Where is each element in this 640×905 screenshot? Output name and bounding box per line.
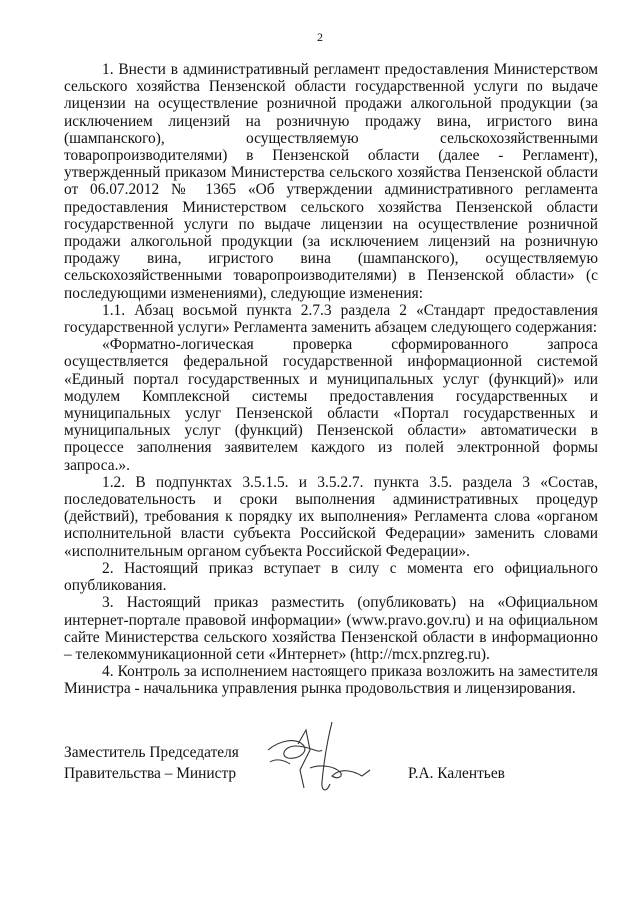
- paragraph-1-2: 1.2. В подпунктах 3.5.1.5. и 3.5.2.7. пункта 3.5. раздела 3 «Состав, последовательность и сроки выполнения административных процедур (действий), требования к порядку их выполнения» Регламента слова «органом исполнительной власти субъекта Российской Федерации» заменить словами «исполнительным органом субъекта Российской Федерации».: [64, 473, 598, 560]
- paragraph-quote: «Форматно-логическая проверка сформированного запроса осуществляется федеральной государственной информационной системой «Единый портал государственных и муниципальных услуг (функций)» или модулем Комплексной системы предоставления государственных и муниципальных услуг Пензенской области «Портал государственных и муниципальных услуг (функций) Пензенской области» автоматически в процессе заполнения заявителем каждого из полей электронной формы запроса.».: [64, 336, 598, 474]
- signatory-title-line-1: Заместитель Председателя: [64, 744, 239, 761]
- paragraph-2: 2. Настоящий приказ вступает в силу с момента его официального опубликования.: [64, 559, 598, 595]
- document-body: [64, 61, 598, 698]
- signatory-title: [64, 742, 598, 784]
- paragraph-4: 4. Контроль за исполнением настоящего приказа возложить на заместителя Министра - начальника управления рынка продовольствия и лицензирования.: [64, 663, 598, 698]
- signatory-name: Р.А. Калентьев: [408, 765, 505, 782]
- signature-block: [64, 742, 598, 784]
- paragraph-1: 1. Внести в административный регламент предоставления Министерством сельского хозяйства Пензенской области государственной услуги по выдаче лицензии на осуществление розничной продажи алкогольной продукции (за исключением лицензий на розничную продажу вина, игристого вина (шампанского), осуществляемую сельскохозяйственными товаропроизводителями) в Пензенской области (далее - Регламент), утвержденный приказом Министерства сельского хозяйства Пензенской области от 06.07.2012 № 1365 «Об утверждении административного регламента предоставления Министерством сельского хозяйства Пензенской области государственной услуги по выдаче лицензии на осуществление розничной продажи алкогольной продукции (за исключением лицензий на розничную продажу вина, игристого вина (шампанского), осуществляемую сельскохозяйственными товаропроизводителями) в Пензенской области» (с последующими изменениями), следующие изменения:: [64, 61, 598, 302]
- page-number: 2: [317, 30, 323, 44]
- signatory-title-line-2: Правительства – Министр: [64, 765, 237, 782]
- paragraph-3: 3. Настоящий приказ разместить (опубликовать) на «Официальном интернет-портале правовой информации» (www.pravo.gov.ru) и на официальном сайте Министерства сельского хозяйства Пензенской области в информационно – телекоммуникационной сети «Интернет» (http://mcx.pnzreg.ru).: [64, 594, 598, 663]
- paragraph-1-1: 1.1. Абзац восьмой пункта 2.7.3 раздела 2 «Стандарт предоставления государственной услуги» Регламента заменить абзацем следующего содержания:: [64, 301, 598, 337]
